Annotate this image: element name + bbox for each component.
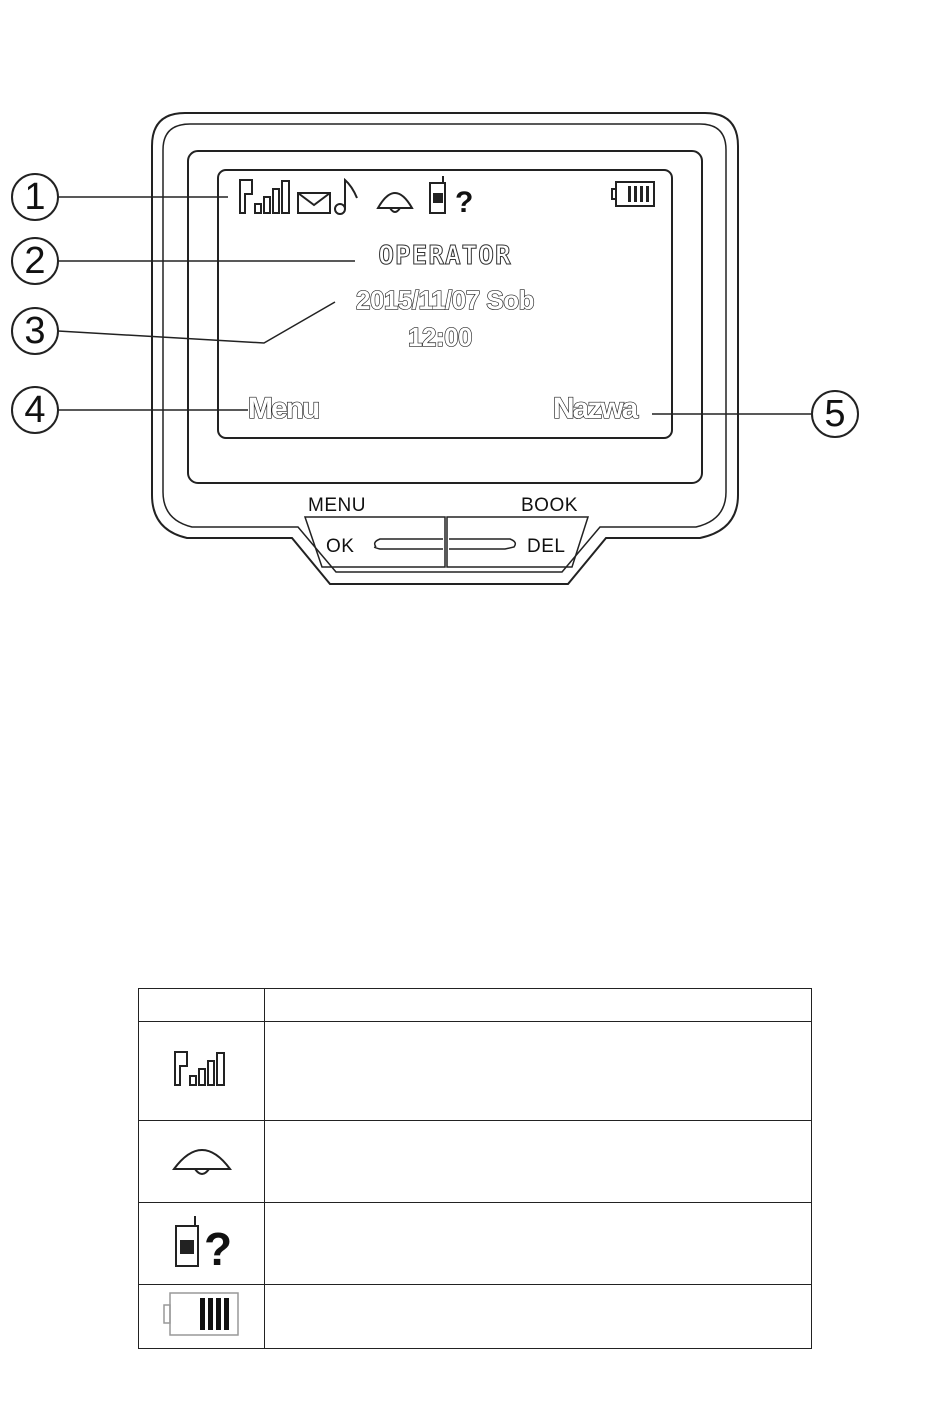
phone-display-diagram — [0, 0, 950, 600]
signal-icon — [240, 180, 289, 213]
callout-5: 5 — [824, 393, 846, 435]
svg-text:?: ? — [455, 186, 474, 219]
header-description-cell — [265, 989, 812, 1022]
description-cell — [265, 1121, 812, 1203]
header-icon-cell — [139, 989, 265, 1022]
left-softkey-label: Menu — [248, 392, 319, 425]
date-display: 2015/11/07 Sob — [355, 285, 535, 315]
phone-question-icon — [170, 1211, 234, 1271]
phone-question-icon — [430, 176, 473, 219]
table-row — [139, 1203, 812, 1285]
icon-cell — [139, 1121, 265, 1203]
envelope-icon — [298, 193, 330, 213]
bell-icon — [170, 1139, 234, 1179]
music-note-icon — [335, 180, 357, 214]
time-display: 12:00 — [408, 322, 472, 352]
book-key-label: BOOK — [521, 495, 578, 516]
battery-icon — [612, 182, 654, 206]
callout-4: 4 — [24, 389, 46, 431]
ok-key-label: OK — [326, 536, 355, 557]
icon-cell — [139, 1285, 265, 1349]
table-header-row — [139, 989, 812, 1022]
description-cell — [265, 1285, 812, 1349]
table-row — [139, 1285, 812, 1349]
signal-icon — [172, 1049, 232, 1089]
description-cell — [265, 1203, 812, 1285]
operator-name: OPERATOR — [378, 241, 512, 271]
table-row — [139, 1022, 812, 1121]
description-cell — [265, 1022, 812, 1121]
del-key-label: DEL — [527, 536, 566, 557]
table-row — [139, 1121, 812, 1203]
menu-key-label: MENU — [308, 495, 366, 516]
callout-3: 3 — [24, 310, 46, 352]
callout-2: 2 — [24, 240, 46, 282]
icon-legend-table — [138, 988, 812, 1349]
callout-1: 1 — [24, 176, 46, 218]
battery-icon — [162, 1291, 242, 1337]
bell-icon — [378, 193, 412, 212]
icon-cell — [139, 1203, 265, 1285]
icon-cell — [139, 1022, 265, 1121]
right-softkey-label: Nazwa — [553, 392, 637, 425]
svg-text:?: ? — [203, 1223, 232, 1271]
